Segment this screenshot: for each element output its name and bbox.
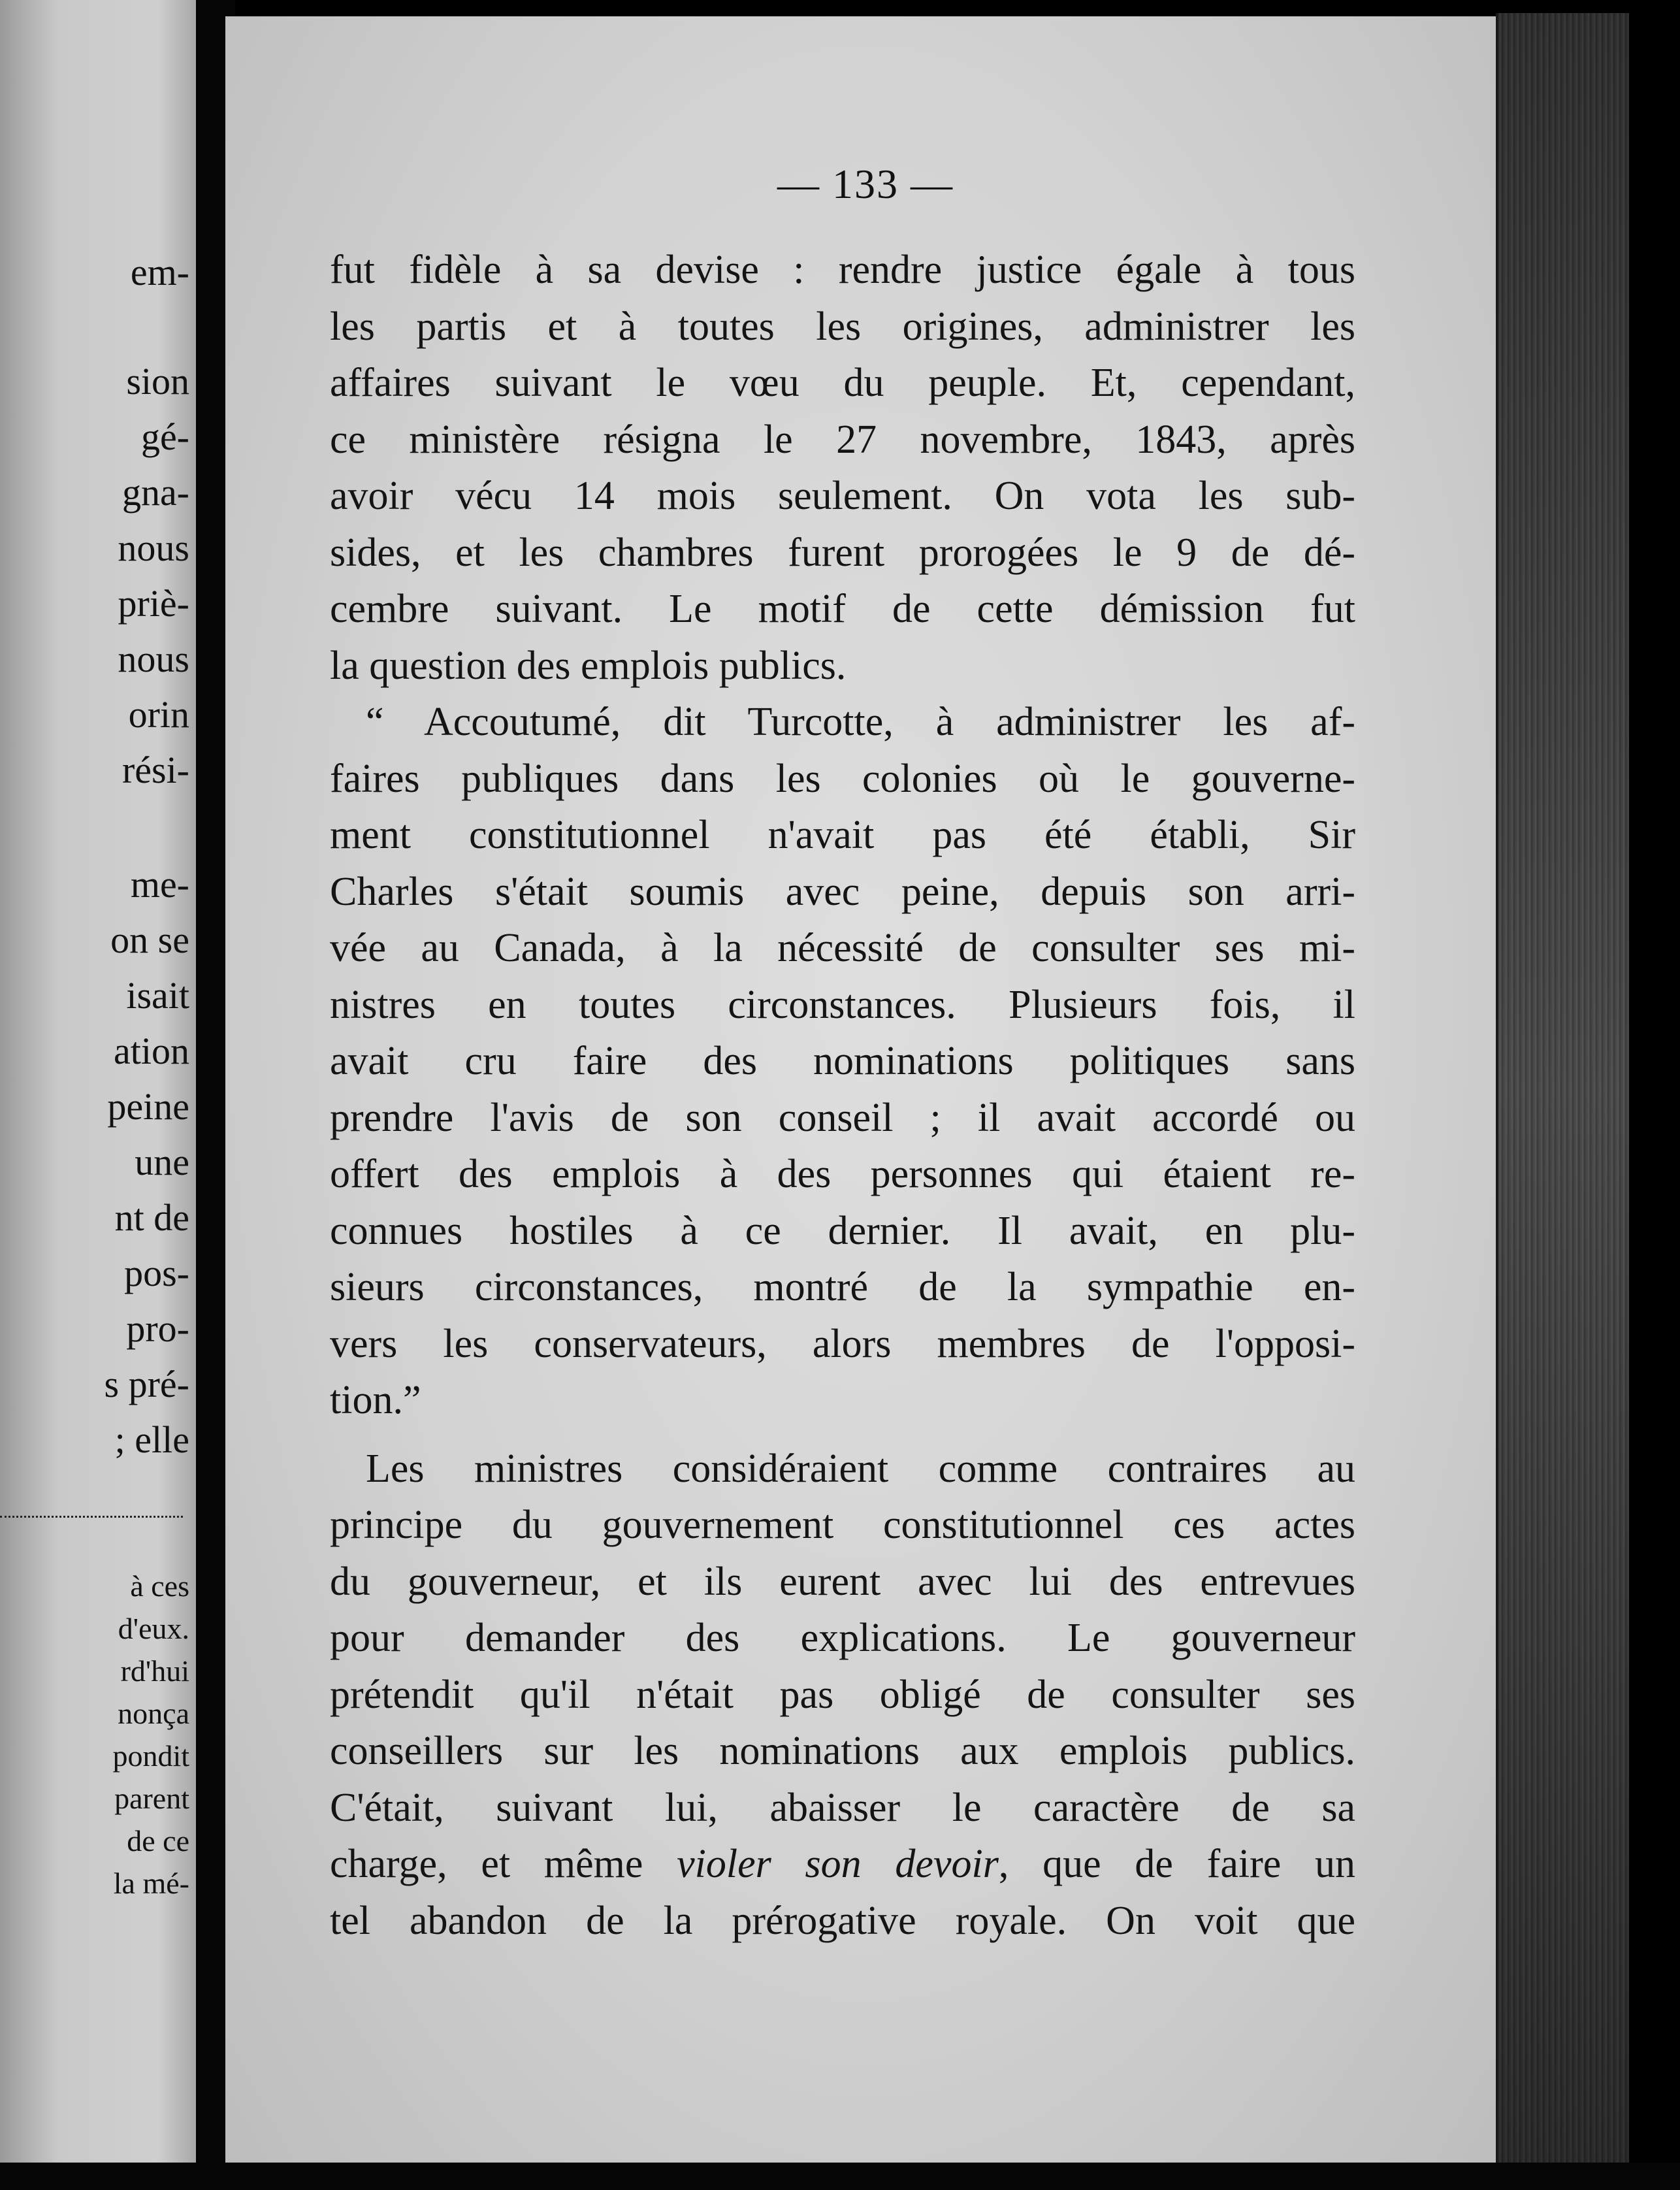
left-footnote-fragment: pondit (112, 1739, 189, 1773)
left-footnote-fragment: parent (114, 1782, 189, 1815)
body-text (330, 242, 1355, 1949)
text-line: offert des emplois à des personnes qui étaient re- (330, 1152, 1355, 1196)
page-edges-shading (1498, 13, 1629, 2169)
main-page (225, 16, 1506, 2166)
text-line: prendre l'avis de son conseil ; il avait accordé ou (330, 1095, 1355, 1140)
text-line: principe du gouvernement constitutionnel ces actes (330, 1503, 1355, 1547)
left-footnote-fragment: rd'hui (120, 1654, 189, 1688)
text-line: du gouverneur, et ils eurent avec lui des entrevues (330, 1559, 1355, 1604)
text-line: prétendit qu'il n'était pas obligé de consulter ses (330, 1672, 1355, 1717)
left-page-fragment: rési- (121, 749, 189, 791)
left-footnote-fragment: de ce (127, 1824, 189, 1857)
left-page-fragment: ; elle (114, 1418, 189, 1461)
left-page-fragment: isait (126, 974, 189, 1017)
left-page-fragment: me- (130, 863, 189, 906)
book-page-edges (1496, 13, 1629, 2169)
text-line: ce ministère résigna le 27 novembre, 1843, après (330, 417, 1355, 462)
left-page-fragment: priè- (118, 582, 189, 625)
left-page-fragment: ation (114, 1030, 189, 1072)
left-page-fragment: peine (107, 1085, 189, 1128)
text-line: fut fidèle à sa devise : rendre justice égale à tous (330, 248, 1355, 292)
left-footnote-fragment: nonça (118, 1697, 189, 1730)
text-line (330, 1836, 1355, 1893)
left-page-fragment: gé- (140, 416, 189, 458)
text-line: la question des emplois publics. (330, 643, 847, 688)
left-page-fragment: orin (128, 693, 189, 736)
text-line: cembre suivant. Le motif de cette démission fut (330, 587, 1355, 631)
text-line: sides, et les chambres furent prorogées le 9 de dé- (330, 530, 1355, 575)
left-page-fragment: nt de (114, 1196, 189, 1239)
left-footnote-fragment: d'eux. (118, 1612, 189, 1645)
left-page-fragment: pro- (126, 1307, 189, 1350)
text-line: connues hostiles à ce dernier. Il avait, en plu- (330, 1208, 1355, 1253)
left-page-fragment: gna- (121, 471, 189, 514)
text-segment: , que de faire un (998, 1842, 1356, 1886)
text-line: vers les conservateurs, alors membres de l'opposi- (330, 1321, 1355, 1366)
left-page-fragment: on se (110, 919, 189, 961)
text-line: avoir vécu 14 mois seulement. On vota les sub- (330, 474, 1355, 518)
text-line: faires publiques dans les colonies où le gouverne- (330, 756, 1355, 801)
left-page-fragment: nous (118, 527, 189, 569)
left-page-fragment: une (135, 1141, 189, 1183)
text-line: Les ministres considéraient comme contraires au (366, 1446, 1355, 1491)
left-page-fragment: nous (118, 638, 189, 680)
text-line: ment constitutionnel n'avait pas été établi, Sir (330, 813, 1355, 857)
left-facing-page (0, 0, 196, 2190)
text-line: avait cru faire des nominations politiques sans (330, 1039, 1355, 1083)
text-line: C'était, suivant lui, abaisser le caractère de sa (330, 1785, 1355, 1830)
left-footnote-fragment: la mé- (113, 1867, 189, 1900)
footnote-rule (0, 1516, 183, 1518)
text-segment: charge, et même (330, 1842, 677, 1886)
left-footnote-fragment: à ces (130, 1569, 189, 1603)
italic-phrase: violer son devoir (677, 1842, 999, 1886)
page-number: — 133 — (777, 161, 954, 207)
left-page-fragment: em- (130, 251, 189, 293)
text-line: “ Accoutumé, dit Turcotte, à administrer les af- (366, 700, 1355, 744)
text-line: les partis et à toutes les origines, administrer les (330, 304, 1355, 349)
left-page-fragment: sion (126, 360, 189, 402)
text-line: tion.” (330, 1378, 421, 1422)
text-line: Charles s'était soumis avec peine, depuis son arri- (330, 869, 1355, 914)
text-line: sieurs circonstances, montré de la sympathie en- (330, 1265, 1355, 1309)
left-page-fragment: s pré- (104, 1363, 189, 1405)
text-line: conseillers sur les nominations aux emplois publics. (330, 1729, 1355, 1773)
text-line: nistres en toutes circonstances. Plusieurs fois, il (330, 982, 1355, 1027)
text-line: tel abandon de la prérogative royale. On voit que (330, 1898, 1355, 1943)
text-line: pour demander des explications. Le gouverneur (330, 1616, 1355, 1660)
text-line: vée au Canada, à la nécessité de consulter ses mi- (330, 926, 1355, 970)
text-line: affaires suivant le vœu du peuple. Et, cependant, (330, 361, 1355, 405)
left-page-fragment: pos- (124, 1252, 189, 1294)
scan-bottom-border (0, 2163, 1680, 2190)
